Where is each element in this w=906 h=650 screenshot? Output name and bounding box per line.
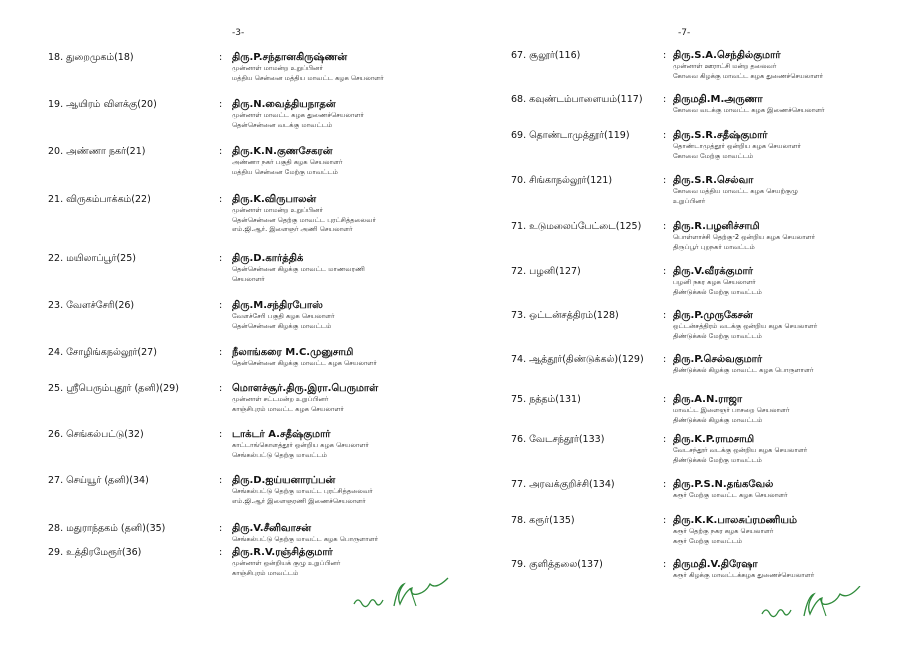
- candidate-designation: முன்னாள் ஊராட்சி மன்ற தலைவர்: [673, 62, 777, 70]
- constituency-name: 76. வேடசந்தூர்(133): [511, 434, 605, 445]
- candidate-name: திருமதி.V.திரேஷா: [673, 559, 758, 570]
- constituency-name: 77. அரவக்குறிச்சி(134): [511, 479, 615, 490]
- candidate-designation: திண்டுக்கல் மேற்கு மாவட்டம்: [673, 455, 762, 464]
- candidate-block: [673, 174, 798, 206]
- constituency-name: 70. சிங்காநல்லூர்(121): [511, 175, 613, 186]
- constituency-name: 27. செய்யூர் (தனி)(34): [48, 475, 149, 486]
- candidate-block: [673, 478, 788, 501]
- constituency-name: 75. நத்தம்(131): [511, 394, 581, 405]
- candidate-designation: கோவை வடக்கு மாவட்ட கழக இணைச்செயலாளர்: [673, 106, 825, 114]
- candidate-block: [673, 220, 815, 252]
- candidate-designation: செங்கல்பட்டு தெற்கு மாவட்ட கழக பொருளாளர்: [232, 535, 379, 543]
- candidate-designation: எம்.ஜி.ஆர் இளைஞரணி இணைச்செயலாளர்: [232, 496, 366, 505]
- candidate-designation: முன்னாள் ஒன்றியக் குழு உறுப்பினர்: [232, 559, 341, 567]
- candidate-designation: திண்டுக்கல் கிழக்கு மாவட்டம்: [673, 415, 763, 424]
- candidate-designation: தென்சென்னை கிழக்கு மாவட்ட கழக செயலாளர்: [232, 359, 377, 367]
- candidate-block: [232, 382, 378, 414]
- separator-colon: :: [219, 146, 223, 157]
- separator-colon: :: [219, 194, 223, 205]
- separator-colon: :: [663, 434, 667, 445]
- separator-colon: :: [219, 475, 223, 486]
- page-number: -3-: [232, 28, 245, 38]
- candidate-designation: செங்கல்பட்டு தெற்கு மாவட்டம்: [232, 450, 328, 459]
- candidate-name: திரு.D.கார்த்திக்: [232, 253, 304, 264]
- candidate-designation: தென்சென்னை கிழக்கு மாவட்ட மாணவரணி: [232, 265, 365, 273]
- constituency-name: 72. பழனி(127): [511, 266, 581, 277]
- constituency-name: 29. உத்திரமேரூர்(36): [48, 547, 142, 558]
- constituency-name: 20. அண்ணா நகர்(21): [48, 146, 146, 157]
- separator-colon: :: [219, 99, 223, 110]
- candidate-name: திரு.V.சீனிவாசன்: [232, 523, 312, 534]
- candidate-name: திரு.M.சந்திரபோஸ்: [232, 300, 323, 311]
- candidate-name: திரு.P.செல்வகுமார்: [673, 354, 763, 365]
- candidate-block: [673, 433, 807, 465]
- candidate-block: [673, 558, 814, 581]
- candidate-designation: மத்திய சென்னை மேற்கு மாவட்டம்: [232, 167, 338, 176]
- constituency-name: 74. ஆத்தூர்(திண்டுக்கல்)(129): [511, 354, 644, 365]
- candidate-name: திரு.P.S.N.தங்கவேல்: [673, 479, 774, 490]
- candidate-block: [673, 309, 817, 341]
- candidate-designation: திருப்பூர் புறநகர் மாவட்டம்: [673, 242, 755, 251]
- candidate-designation: கரூர் மேற்கு மாவட்ட கழக செயலாளர்: [673, 491, 788, 499]
- constituency-name: 73. ஒட்டன்சத்திரம்(128): [511, 310, 619, 321]
- candidate-designation: முன்னாள் சட்டமன்ற உறுப்பினர்: [232, 395, 329, 403]
- candidate-designation: செங்கல்பட்டு தெற்கு மாவட்ட புரட்சித்தலைவர்: [232, 487, 373, 495]
- constituency-name: 24. சோழிங்கநல்லூர்(27): [48, 347, 157, 358]
- candidate-name: திரு.S.R.செல்வா: [673, 175, 754, 186]
- candidate-designation: கரூர் மேற்கு மாவட்டம்: [673, 536, 743, 545]
- candidate-designation: தொண்டாமுத்தூர் ஒன்றிய கழக செயலாளர்: [673, 142, 801, 150]
- candidate-name: திரு.R.V.ரஞ்சித்குமார்: [232, 547, 333, 558]
- candidate-designation: வேளச்சேரி பகுதி கழக செயலாளர்: [232, 312, 335, 320]
- candidate-designation: கோவை மேற்கு மாவட்டம்: [673, 151, 754, 160]
- candidate-block: [232, 546, 340, 578]
- separator-colon: :: [219, 429, 223, 440]
- separator-colon: :: [663, 266, 667, 277]
- candidate-designation: முன்னாள் மாமன்ற உறுப்பினர்: [232, 64, 323, 72]
- candidate-designation: காஞ்சிபுரம் மாவட்டம்: [232, 568, 299, 577]
- candidate-name: திருமதி.M.அருணா: [673, 94, 763, 105]
- candidate-block: [232, 193, 376, 235]
- candidate-block: [232, 346, 377, 369]
- separator-colon: :: [219, 347, 223, 358]
- separator-colon: :: [663, 310, 667, 321]
- separator-colon: :: [663, 559, 667, 570]
- separator-colon: :: [663, 354, 667, 365]
- candidate-block: [673, 265, 762, 297]
- constituency-name: 26. செங்கல்பட்டு(32): [48, 429, 144, 440]
- constituency-name: 79. குளித்தலை(137): [511, 559, 603, 570]
- constituency-name: 67. சூலூர்(116): [511, 50, 581, 61]
- signature: [758, 586, 878, 626]
- candidate-designation: கரூர் தெற்கு நகர கழக செயலாளர்: [673, 527, 774, 535]
- separator-colon: :: [219, 300, 223, 311]
- candidate-name: திரு.S.A.செந்தில்குமார்: [673, 50, 781, 61]
- candidate-block: [673, 49, 823, 81]
- constituency-name: 28. மதுராந்தகம் (தனி)(35): [48, 523, 166, 534]
- candidate-name: திரு.P.முருகேசன்: [673, 310, 753, 321]
- candidate-block: [673, 353, 813, 376]
- candidate-designation: தென்சென்னை வடக்கு மாவட்டம்: [232, 120, 333, 129]
- constituency-name: 18. துறைமுகம்(18): [48, 52, 134, 63]
- candidate-name: திரு.N.வைத்தியநாதன்: [232, 99, 336, 110]
- separator-colon: :: [663, 394, 667, 405]
- separator-colon: :: [219, 383, 223, 394]
- candidate-designation: கோவை மத்திய மாவட்ட கழக செயற்குழு: [673, 187, 799, 195]
- candidate-designation: திண்டுக்கல் மேற்கு மாவட்டம்: [673, 287, 762, 296]
- candidate-designation: அண்ணா நகர் பகுதி கழக செயலாளர்: [232, 158, 343, 166]
- candidate-designation: கோவை கிழக்கு மாவட்ட கழக துணைச்செயலாளர்: [673, 71, 824, 80]
- candidate-name: திரு.R.பழனிச்சாமி: [673, 221, 760, 232]
- right-page: [453, 0, 906, 650]
- candidate-designation: முன்னாள் மாவட்ட கழக துணைச்செயலாளர்: [232, 111, 364, 119]
- candidate-designation: காட்டாங்கொளத்தூர் ஒன்றிய கழக செயலாளர்: [232, 441, 369, 449]
- constituency-name: 23. வேளச்சேரி(26): [48, 300, 135, 311]
- candidate-block: [673, 129, 801, 161]
- separator-colon: :: [663, 50, 667, 61]
- separator-colon: :: [219, 523, 223, 534]
- separator-colon: :: [219, 52, 223, 63]
- candidate-designation: காஞ்சிபுரம் மாவட்ட கழக செயலாளர்: [232, 404, 344, 413]
- candidate-designation: திண்டுக்கல் மேற்கு மாவட்டம்: [673, 331, 762, 340]
- separator-colon: :: [663, 130, 667, 141]
- candidate-name: திரு.A.N.ராஜா: [673, 394, 743, 405]
- constituency-name: 19. ஆயிரம் விளக்கு(20): [48, 99, 157, 110]
- candidate-designation: ஒட்டன்சத்திரம் வடக்கு ஒன்றிய கழக செயலாளர்: [673, 322, 818, 330]
- candidate-name: திரு.D.ஐய்யனாரப்பன்: [232, 475, 336, 486]
- candidate-block: [673, 393, 789, 425]
- candidate-designation: வேடசந்தூர் வடக்கு ஒன்றிய கழக செயலாளர்: [673, 446, 808, 454]
- separator-colon: :: [219, 253, 223, 264]
- separator-colon: :: [663, 479, 667, 490]
- candidate-designation: உறுப்பினர்: [673, 196, 706, 205]
- separator-colon: :: [219, 547, 223, 558]
- candidate-designation: மாவட்ட இளைஞர் பாசறை செயலாளர்: [673, 406, 790, 414]
- candidate-name: திரு.K.விருபாலன்: [232, 194, 317, 205]
- constituency-name: 21. விருகம்பாக்கம்(22): [48, 194, 151, 205]
- separator-colon: :: [663, 515, 667, 526]
- candidate-name: திரு.P.சந்தானகிருஷ்ணன்: [232, 52, 348, 63]
- candidate-name: திரு.S.R.சதீஷ்குமார்: [673, 130, 768, 141]
- candidate-block: [232, 474, 373, 506]
- separator-colon: :: [663, 94, 667, 105]
- candidate-block: [232, 145, 342, 177]
- constituency-name: 22. மயிலாப்பூர்(25): [48, 253, 136, 264]
- candidate-name: திரு.V.வீரக்குமார்: [673, 266, 753, 277]
- candidate-block: [673, 93, 825, 116]
- separator-colon: :: [663, 221, 667, 232]
- candidate-block: [232, 51, 384, 83]
- candidate-designation: தென்சென்னை கிழக்கு மாவட்டம்: [232, 321, 332, 330]
- separator-colon: :: [663, 175, 667, 186]
- candidate-block: [232, 522, 378, 545]
- constituency-name: 25. ஸ்ரீபெரும்புதூர் (தனி)(29): [48, 383, 179, 394]
- candidate-block: [673, 514, 797, 546]
- constituency-name: 78. கரூர்(135): [511, 515, 575, 526]
- candidate-name: திரு.K.P.ராமசாமி: [673, 434, 755, 445]
- candidate-name: நீலாங்கரை M.C.முனுசாமி: [232, 347, 354, 358]
- constituency-name: 69. தொண்டாமுத்தூர்(119): [511, 130, 630, 141]
- page-number: -7-: [678, 28, 691, 38]
- candidate-designation: முன்னாள் மாமன்ற உறுப்பினர்: [232, 206, 323, 214]
- candidate-name: திரு.K.N.குணசேகரன்: [232, 146, 333, 157]
- candidate-designation: தென்சென்னை தெற்கு மாவட்ட புரட்சித்தலைவர்: [232, 215, 376, 224]
- candidate-name: மொளச்சூர்.திரு.இரா.பெருமாள்: [232, 383, 379, 394]
- candidate-block: [232, 98, 364, 130]
- candidate-block: [232, 252, 365, 284]
- candidate-block: [232, 299, 335, 331]
- candidate-name: டாக்டர் A.சதீஷ்குமார்: [232, 429, 331, 440]
- constituency-name: 68. கவுண்டம்பாளையம்(117): [511, 94, 643, 105]
- candidate-designation: கரூர் கிழக்கு மாவட்டக்கழக துணைச்செயலாளர்: [673, 571, 815, 579]
- constituency-name: 71. உடுமலைப்பேட்டை(125): [511, 221, 642, 232]
- candidate-designation: எம்.ஜி.ஆர். இளைஞர் அணி செயலாளர்: [232, 225, 353, 233]
- candidate-designation: பொள்ளாச்சி தெற்கு-2 ஒன்றிய கழக செயலாளர்: [673, 233, 816, 241]
- candidate-block: [232, 428, 369, 460]
- candidate-designation: திண்டுக்கல் கிழக்கு மாவட்ட கழக பொருளாளர்: [673, 366, 814, 374]
- candidate-designation: செயலாளர்: [232, 274, 265, 283]
- candidate-designation: மத்திய சென்னை மத்திய மாவட்ட கழக செயலாளர்: [232, 73, 384, 82]
- candidate-designation: பழனி நகர கழக செயலாளர்: [673, 278, 756, 286]
- signature: [350, 576, 460, 616]
- candidate-name: திரு.K.K.பாலசுப்ரமணியம்: [673, 515, 797, 526]
